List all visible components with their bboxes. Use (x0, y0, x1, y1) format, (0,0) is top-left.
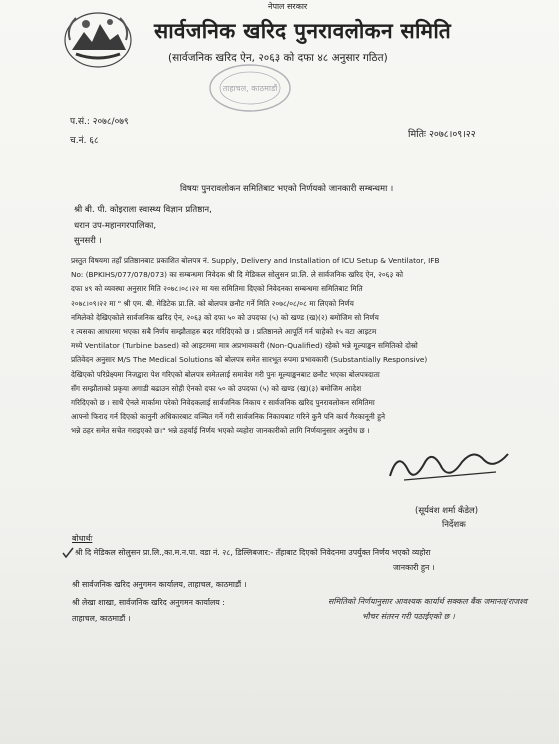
body-line: दफा ४९ को व्यवस्था अनुसार मिति २०७८।०८।२२ मा यस समितिमा दिएको निवेदनका सम्बन्धमा समितिबाट मिति (71, 284, 363, 294)
committee-subtitle: (सार्वजनिक खरिद ऐन, २०६३ को दफा ४८ अनुसार गठित) (168, 52, 388, 64)
nepal-emblem-icon (62, 10, 134, 70)
office-seal-icon (206, 62, 294, 114)
body-line: मध्ये Ventilator (Turbine based) को आइटममा मात्र अप्रभावकारी (Non-Qualified) रहेको भन्ने मूल्याङ्कन समितिको दोस्रो (71, 341, 418, 351)
cc-recipient-line: श्री लेखा शाखा, सार्वजनिक खरिद अनुगमन कार्यालय : (72, 598, 225, 607)
handwritten-note (328, 594, 527, 624)
dispatch-number: च.नं. ६८ (70, 136, 99, 146)
body-line: देखिएको परिप्रेक्ष्यमा निजद्वारा पेश गरिएको बोलपत्र समेतलाई समावेश गरी पुनः मूल्याङ्कनबाट छनौट भएका बोलपत्रदाता (71, 369, 380, 379)
svg-text:ताहाचल, काठमाडौं: ताहाचल, काठमाडौं (222, 84, 278, 93)
signatory-role: निर्देशक (442, 520, 466, 530)
body-line: No: (BPKIHS/077/078/073) का सम्बन्धमा निवेदक श्री दि मेडिकल सोलुसन प्रा.लि. ले सार्वजनिक खरिद ऐन, २०६३ को (71, 270, 404, 280)
body-line: गरिदिएको छ । साथै ऐनले मार्कामा परेको निवेदकलाई सार्वजनिक निकाय र सार्वजनिक खरिद पुनरावलोकन समितिमा (71, 398, 375, 408)
body-line: २०७८।०९।२२ मा " श्री एम. बी. मेडिटेक प्रा.लि. को बोलपत्र छनौट गर्ने मिति २०७८/०८/०८ मा लिएको निर्णय (71, 298, 354, 308)
signature-icon (384, 440, 514, 488)
handwritten-note-line: भौचर संतरन गरी पठाईएको छ । (362, 612, 455, 621)
addressee-line: सुनसरी । (74, 236, 102, 246)
cc-recipient-line: श्री सार्वजनिक खरिद अनुगमन कार्यालय, ताहाचल, काठमाडौं । (72, 580, 247, 589)
bodhartha-label: बोधार्थः (72, 534, 93, 543)
body-line: सँग सम्झौताको प्रकृया अगाडी बढाउन सोही ऐनको दफा ५० को उपदफा (५) को खण्ड (ख)(३) बमोजिम आदेश (71, 383, 362, 393)
letter-date: मितिः २०७८।०९।२२ (408, 129, 476, 140)
committee-title: सार्वजनिक खरिद पुनरावलोकन समिति (154, 19, 452, 43)
body-line: प्रतिवेदन अनुसार M/S The Medical Solutions को बोलपत्र समेत सारभूत रुपमा प्रभावकारी (Substantially Responsive) (71, 355, 428, 365)
government-label: नेपाल सरकार (268, 2, 308, 11)
signatory-name: (सूर्यवंश शर्मा कँडेल) (415, 506, 479, 516)
body-line: आफ्नो फिराद गर्न दिएको कानुनी अधिकारबाट वञ्चित गर्ने गरी सार्वजनिक निकायबाट गरिने कुनै पनि कार्य गैरकानूनी हुने (71, 412, 386, 422)
subject-line: विषयः पुनरावलोकन समितिबाट भएको निर्णयको जानकारी सम्बन्धमा । (180, 184, 394, 194)
cc-recipient-line: श्री दि मेडिकल सोलुसन प्रा.लि.,का.म.न.पा. वडा नं. २८, डिल्लिबजार:- तँहाबाट दिएको निवेदनमा उपर्युक्त निर्णय भएको व्यहोरा (75, 548, 431, 557)
cc-recipient-line: जानकारी हुन । (393, 563, 435, 572)
body-line: प्रस्तुत विषयमा तहाँ प्रतिष्ठानबाट प्रकाशित बोलपत्र नं. Supply, Delivery and Installation of ICU Setup & Ventilator, IFB (71, 256, 440, 265)
body-paragraph (71, 254, 532, 439)
reference-number: प.सं.: २०७८/०७९ (70, 117, 129, 127)
check-mark-icon (62, 547, 74, 559)
cc-recipient-line: ताहाचल, काठमाडौं । (72, 614, 131, 623)
addressee-line: धरान उप-महानगरपालिका, (74, 221, 157, 231)
handwritten-note-line: समितिको निर्णयानुसार आवश्यक कार्यार्थ सक्कल बैंक जमानत/राजश्व (328, 597, 528, 606)
body-line: र त्यसका आधारमा भएका सबै निर्णय सम्झौताहरु बदर गरिदिएको छ । प्रतिष्ठानले आपूर्ति गर्न चाहेको १५ वटा आइटम (71, 327, 377, 337)
body-line: नमिलेको देखिएकोले सार्वजनिक खरिद ऐन, २०६३ को दफा ५० को उपदफा (५) को खण्ड (ख)(२) बमोजिम सो निर्णय (71, 312, 379, 322)
body-line: भन्ने ठहर समेत सचेत गराइएको छ।" भन्ने ठहर्याई निर्णय भएको व्यहोरा जानकारीको लागि निर्णयानुसार अनुरोध छ । (71, 426, 370, 436)
addressee-line: श्री बी. पी. कोइराला स्वास्थ्य विज्ञान प्रतिष्ठान, (74, 205, 212, 215)
